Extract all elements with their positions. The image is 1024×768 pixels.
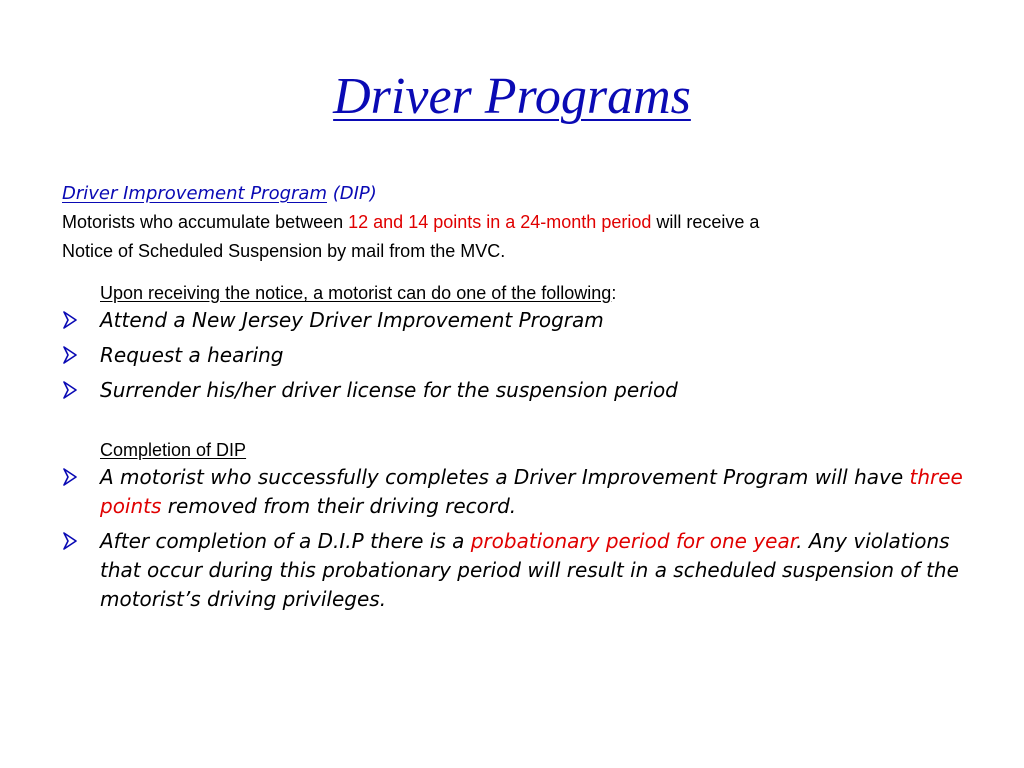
completion-bullet2-part2: . Any violations that occur during this probationary period will result in a scheduled suspension of the motorist’s driving privileges. [100, 529, 959, 611]
arrow-bullet-icon [62, 532, 78, 550]
program-heading [62, 180, 972, 208]
completion-bullet-list [62, 463, 972, 614]
slide-content [62, 180, 972, 620]
program-name: Driver Improvement Program [62, 183, 327, 204]
completion-bullet1-highlight: three points [100, 465, 963, 518]
arrow-bullet-icon [62, 381, 78, 399]
notice-bullet-text: Request a hearing [100, 343, 284, 367]
intro-paragraph [62, 208, 782, 266]
arrow-bullet-icon [62, 468, 78, 486]
notice-heading-text: Upon receiving the notice, a motorist can do one of the following [100, 283, 612, 303]
notice-heading-colon: : [611, 283, 617, 303]
completion-bullet2-part1: After completion of a D.I.P there is a [100, 529, 471, 553]
list-item [62, 527, 968, 614]
completion-heading-text: Completion of DIP [100, 440, 247, 460]
slide-title [0, 62, 1024, 132]
completion-bullet2-highlight: probationary period for one year [470, 529, 797, 553]
list-item [62, 306, 968, 335]
notice-bullet-list [62, 306, 972, 405]
slide-title-text: Driver Programs [333, 68, 691, 125]
list-item [62, 463, 968, 521]
notice-bullet-text: Attend a New Jersey Driver Improvement Program [100, 308, 604, 332]
arrow-bullet-icon [62, 346, 78, 364]
notice-bullet-text: Surrender his/her driver license for the suspension period [100, 378, 678, 402]
arrow-bullet-icon [62, 311, 78, 329]
intro-part2: will receive a Notice of Scheduled Suspension by mail from the MVC. [62, 212, 760, 261]
notice-heading [100, 280, 972, 306]
list-item [62, 341, 968, 370]
completion-bullet1-part2: removed from their driving record. [161, 494, 517, 518]
completion-heading [100, 437, 972, 463]
program-abbr: (DIP) [332, 183, 377, 204]
list-item [62, 376, 968, 405]
intro-part1: Motorists who accumulate between [62, 212, 349, 232]
completion-bullet1-part1: A motorist who successfully completes a Driver Improvement Program will have [100, 465, 910, 489]
intro-highlight: 12 and 14 points in a 24-month period [348, 212, 652, 232]
